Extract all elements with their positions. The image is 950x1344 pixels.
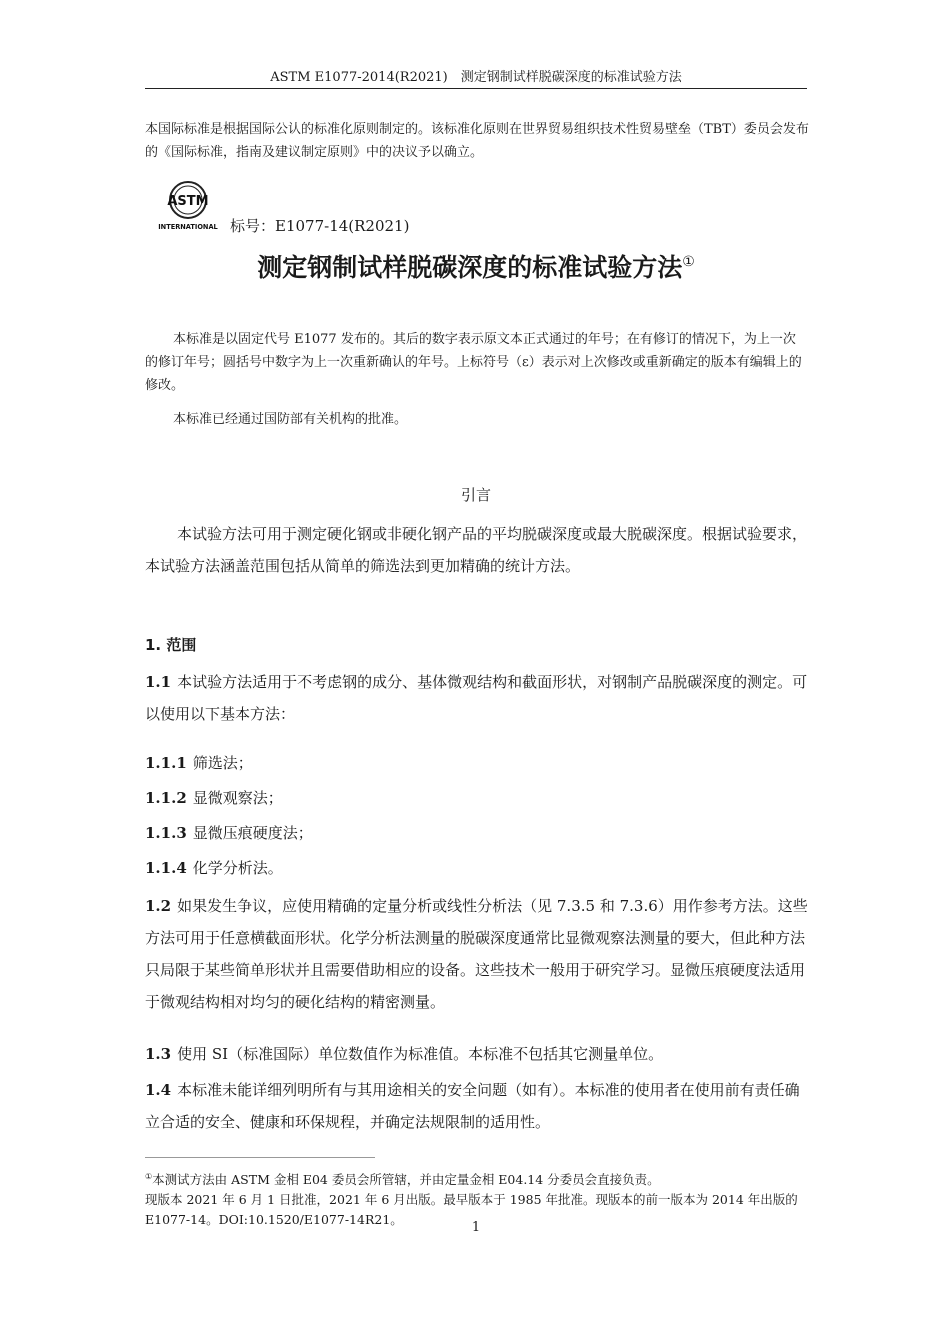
- clause-number: 1.1.4: [145, 859, 187, 877]
- clause-number: 1.1.3: [145, 824, 187, 842]
- clause-1-1-3: [145, 822, 811, 843]
- intro-heading: 引言: [460, 486, 491, 504]
- clause-text: 使用 SI（标准国际）单位数值作为标准值。本标准不包括其它测量单位。: [177, 1045, 664, 1063]
- footnote-line-2: 现版本 2021 年 6 月 1 日批准，2021 年 6 月出版。最早版本于 1985 年批准。现版本的前一版本为 2014 年出版的 E1077-14。DOI:10.1520/E1077-14R21。: [145, 1192, 798, 1227]
- title-footnote-mark: ①: [682, 254, 695, 270]
- document-title: [145, 248, 807, 284]
- clause-number: 1.1.2: [145, 789, 187, 807]
- clause-1-4: [145, 1074, 811, 1138]
- header-rule: [145, 88, 807, 89]
- clause-1-1: [145, 666, 811, 730]
- clause-1-1-2: [145, 787, 811, 808]
- clause-text: 显微压痕硬度法；: [192, 824, 313, 842]
- clause-1-1-1: [145, 752, 811, 773]
- clause-text: 筛选法；: [192, 754, 253, 772]
- section-1-heading: 1. 范围: [145, 636, 197, 654]
- clause-text: 化学分析法。: [192, 859, 283, 877]
- clause-number: 1.4: [145, 1081, 172, 1099]
- footnote-rule: [145, 1157, 375, 1158]
- clause-text: 如果发生争议，应使用精确的定量分析或线性分析法（见 7.3.5 和 7.3.6）用作参考方法。这些方法可用于任意横截面形状。化学分析法测量的脱碳深度通常比显微观察法测量的要大，但此种方法只局限于某些简单形状并且需要借助相应的设备。这些技术一般用于研究学习。显微压痕硬度法适用于微观结构相对均匀的硬化结构的精密测量。: [145, 897, 808, 1011]
- running-header: ASTM E1077-2014(R2021) 测定钢制试样脱碳深度的标准试验方法: [270, 70, 682, 85]
- intro-paragraph: 本试验方法可用于测定硬化钢或非硬化钢产品的平均脱碳深度或最大脱碳深度。根据试验要求，本试验方法涵盖范围包括从简单的筛选法到更加精确的统计方法。: [145, 525, 808, 575]
- clause-number: 1.3: [145, 1045, 172, 1063]
- standard-number: 标号：E1077-14(R2021): [230, 217, 410, 235]
- page-number: 1: [471, 1220, 481, 1235]
- clause-1-1-4: [145, 857, 811, 878]
- footnote-mark: ①: [145, 1172, 153, 1181]
- approval-note: 本标准已经通过国防部有关机构的批准。: [173, 412, 408, 427]
- clause-1-3: [145, 1038, 811, 1070]
- clause-text: 本试验方法适用于不考虑钢的成分、基体微观结构和截面形状，对钢制产品脱碳深度的测定。可以使用以下基本方法：: [145, 673, 808, 723]
- clause-number: 1.2: [145, 897, 172, 915]
- clause-number: 1.1.1: [145, 754, 187, 772]
- clause-1-2: [145, 890, 811, 1018]
- clause-text: 本标准未能详细列明所有与其用途相关的安全问题（如有）。本标准的使用者在使用前有责任确立合适的安全、健康和环保规程，并确定法规限制的适用性。: [145, 1081, 800, 1131]
- astm-international-logo: [157, 180, 219, 232]
- footnote-text-1: 本测试方法由 ASTM 金相 E04 委员会所管辖，并由定量金相 E04.14 分委员会直接负责。: [152, 1172, 660, 1187]
- clause-text: 显微观察法；: [192, 789, 283, 807]
- astm-logo-icon: [157, 180, 219, 232]
- logo-text-bottom: INTERNATIONAL: [158, 223, 218, 231]
- international-standard-note: 本国际标准是根据国际公认的标准化原则制定的。该标准化原则在世界贸易组织技术性贸易壁垒（TBT）委员会发布的《国际标准，指南及建议制定原则》中的决议予以确立。: [145, 122, 809, 160]
- title-text: 测定钢制试样脱碳深度的标准试验方法: [257, 253, 683, 282]
- designation-note: 本标准是以固定代号 E1077 发布的。其后的数字表示原文本正式通过的年号；在有修订的情况下，为上一次的修订年号；圆括号中数字为上一次重新确认的年号。上标符号（ε）表示对上次修改或重新确定的版本有编辑上的修改。: [145, 332, 802, 393]
- logo-text-top: ASTM: [167, 194, 209, 209]
- clause-number: 1.1: [145, 673, 172, 691]
- footnote-line-1: [145, 1167, 807, 1190]
